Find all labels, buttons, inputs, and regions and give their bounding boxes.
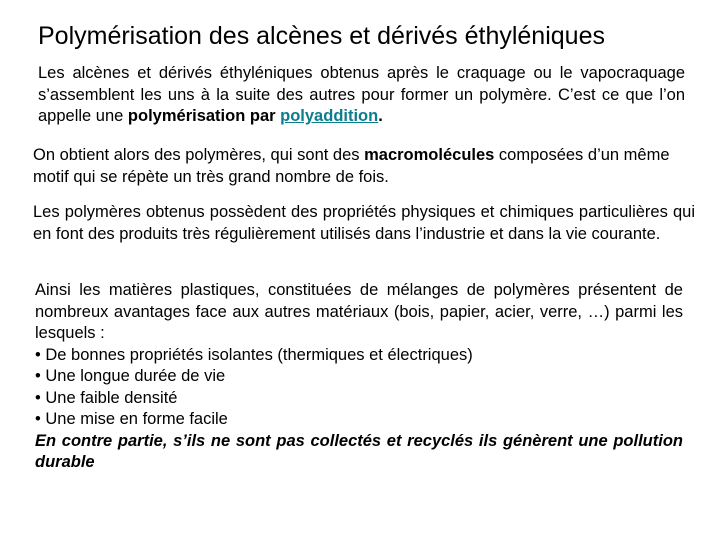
intro-text: Ainsi les matières plastiques, constituées de mélanges de polymères présentent de nombreux avantages face aux autres matériaux (bois, papier, acier, verre, …) parmi les lesquels : bbox=[35, 281, 683, 342]
bullet-item: • Une longue durée de vie bbox=[35, 367, 226, 385]
paragraph-text: On obtient alors des polymères, qui sont des bbox=[33, 146, 365, 164]
paragraph-text: Les alcènes et dérivés éthyléniques obtenus après le craquage ou le vapocraquage s’assemblent les uns à la suite des autres pour former un polymère. C’est ce que l’on appelle une bbox=[38, 64, 685, 125]
bullet-item: • Une faible densité bbox=[35, 388, 178, 407]
paragraph-macromolecules bbox=[33, 145, 689, 188]
slide-title: Polymérisation des alcènes et dérivés éthyléniques bbox=[38, 22, 605, 50]
bullet-item: • Une mise en forme facile bbox=[35, 410, 228, 428]
macromolecules-bold: macromolécules bbox=[364, 146, 495, 164]
polyaddition-link[interactable]: polyaddition bbox=[280, 107, 379, 125]
bullet-item: • De bonnes propriétés isolantes (thermiques et électriques) bbox=[35, 345, 473, 364]
paragraph-proprietes: Les polymères obtenus possèdent des propriétés physiques et chimiques particulières qui en font des produits très régulièrement utilisés dans l’industrie et dans la vie courante. bbox=[33, 203, 695, 243]
paragraph-text: composées d’un même motif qui se répète un très grand nombre de fois. bbox=[33, 146, 670, 186]
conclusion-text: En contre partie, s’ils ne sont pas collectés et recyclés ils génèrent une pollution durable bbox=[35, 431, 683, 471]
paragraph-matieres-plastiques bbox=[35, 280, 683, 474]
paragraph-polymerisation bbox=[38, 63, 685, 128]
period: . bbox=[378, 107, 383, 125]
polymerisation-bold: polymérisation par bbox=[127, 107, 281, 125]
